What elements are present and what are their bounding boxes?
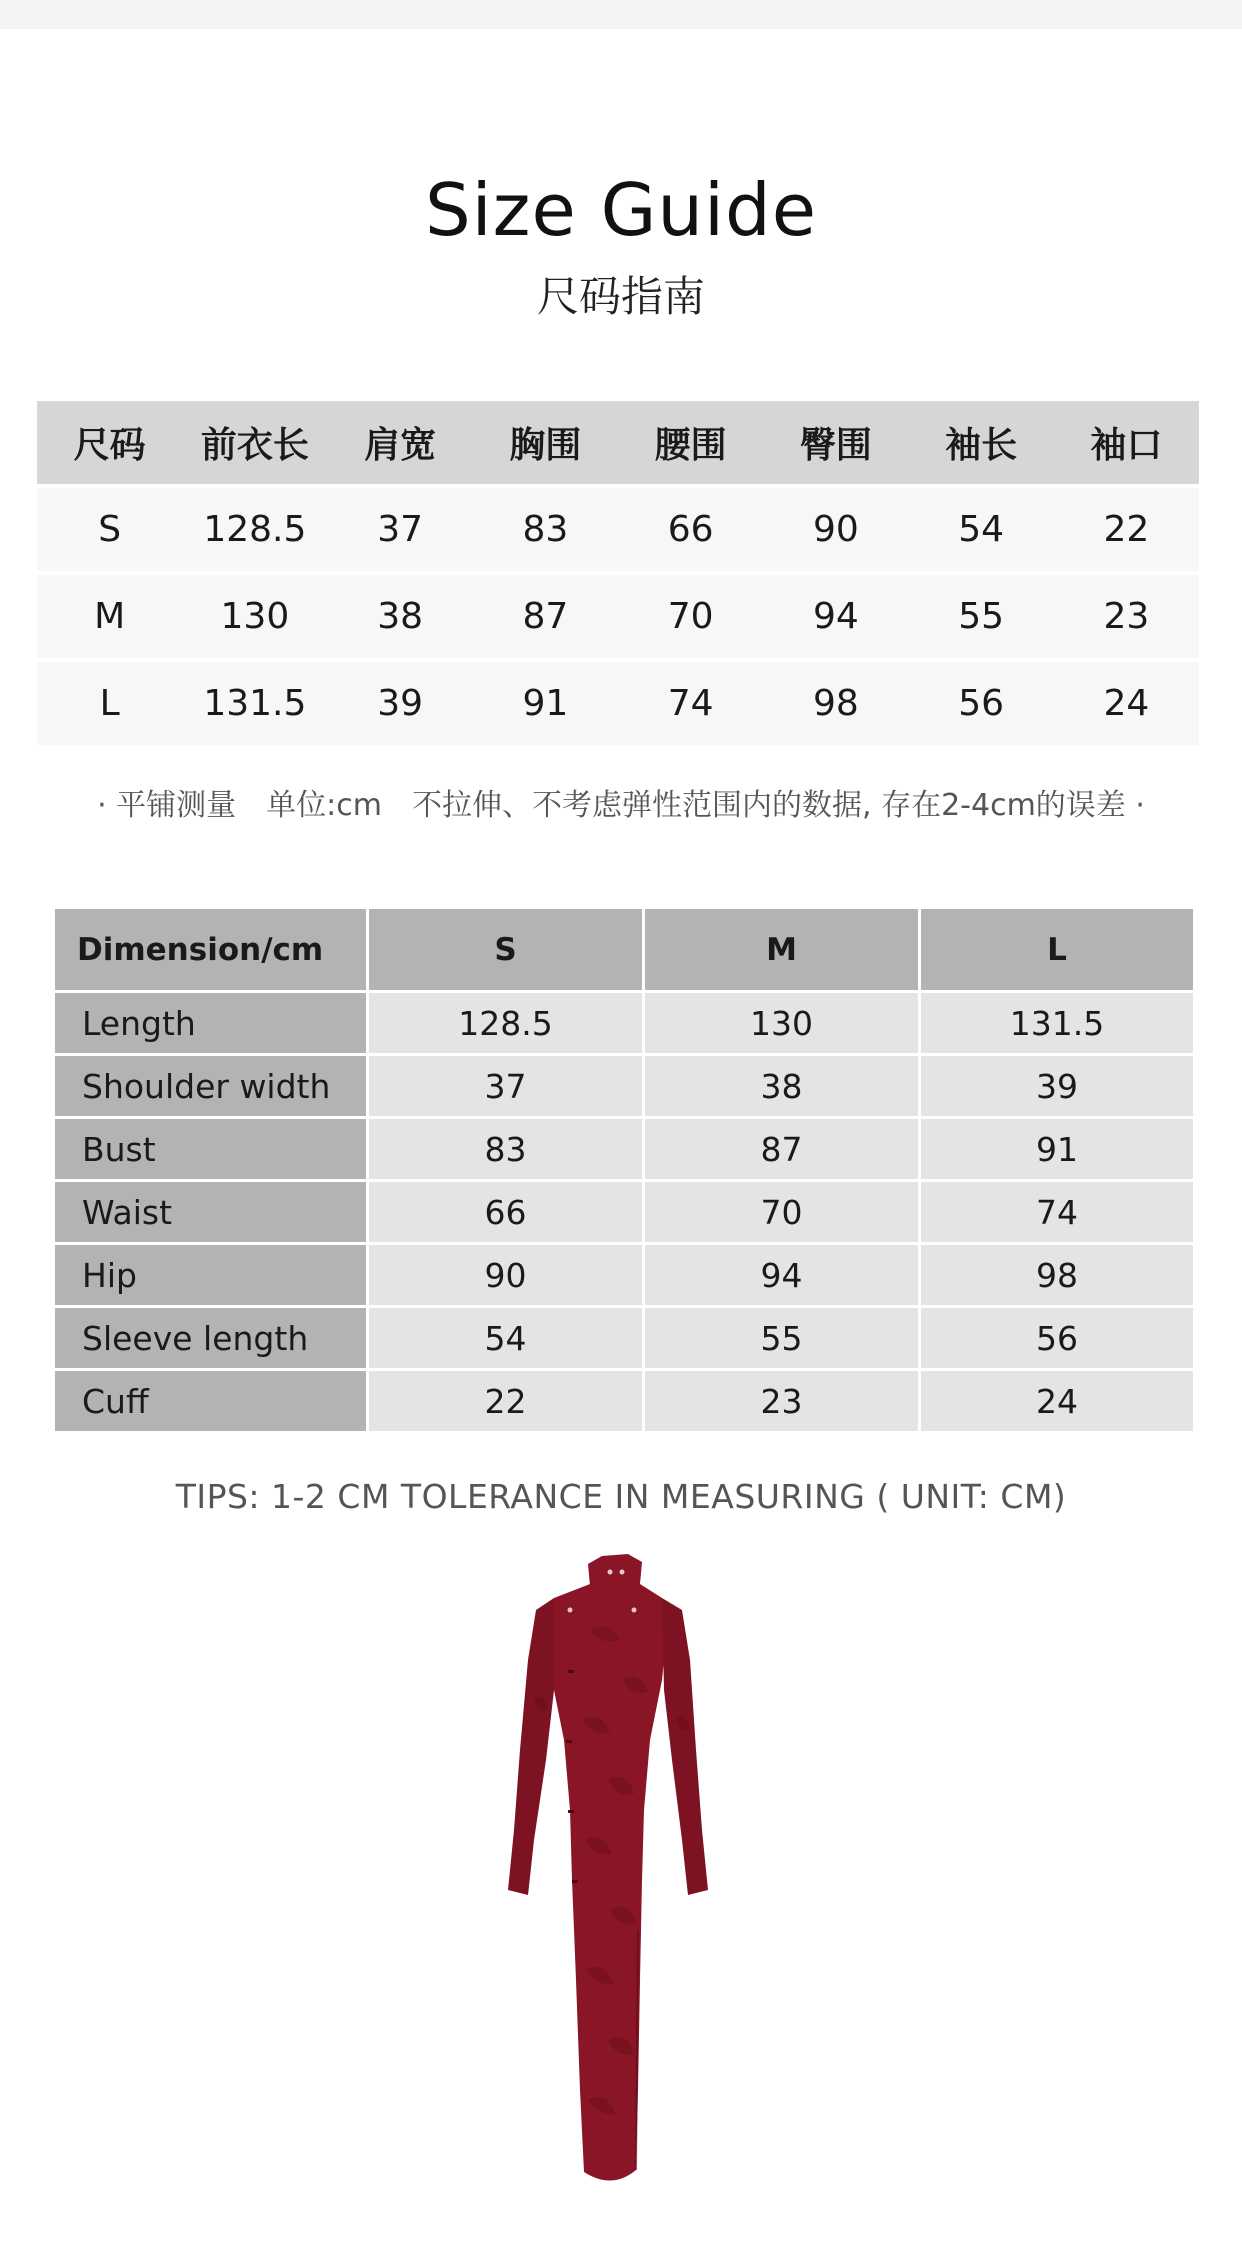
table-cell: 66 (369, 1182, 642, 1242)
table-cell: 87 (522, 596, 569, 637)
table-cell: 130 (645, 993, 918, 1053)
en-dimension-table (55, 909, 1193, 1434)
en-header-l: L (921, 909, 1193, 990)
dress-body (546, 1584, 668, 2181)
table-cell: 37 (377, 509, 424, 550)
row-label: Sleeve length (55, 1308, 366, 1368)
table-cell: M (94, 596, 126, 637)
table-cell: 131.5 (921, 993, 1193, 1053)
table-row (55, 1245, 1193, 1305)
table-row (55, 1119, 1193, 1179)
table-cell: S (98, 509, 122, 550)
table-row (37, 488, 1199, 571)
tolerance-tips: TIPS: 1-2 CM TOLERANCE IN MEASURING ( UNIT: CM) (175, 1477, 1067, 1516)
table-cell: 23 (645, 1371, 918, 1431)
en-header-s: S (369, 909, 642, 990)
table-cell: 90 (369, 1245, 642, 1305)
table-cell: 83 (369, 1119, 642, 1179)
table-cell: 128.5 (369, 993, 642, 1053)
table-cell: 66 (667, 509, 714, 550)
cn-header-size: 尺码 (73, 425, 146, 466)
row-label: Shoulder width (55, 1056, 366, 1116)
table-cell: 70 (667, 596, 714, 637)
cn-header-bust: 胸围 (509, 425, 582, 466)
cn-header-length: 前衣长 (200, 425, 309, 466)
table-cell: 37 (369, 1056, 642, 1116)
row-label: Waist (55, 1182, 366, 1242)
table-row (55, 993, 1193, 1053)
dress-right-sleeve (662, 1598, 708, 1895)
top-strip (0, 0, 1242, 29)
row-label: Cuff (55, 1371, 366, 1431)
table-row (37, 575, 1199, 658)
cn-header-hip: 臀围 (799, 425, 872, 466)
table-cell: 23 (1103, 596, 1150, 637)
table-cell: 98 (812, 683, 859, 724)
table-cell: L (99, 683, 120, 724)
dress-left-sleeve (508, 1598, 554, 1895)
table-cell: 38 (645, 1056, 918, 1116)
row-label: Hip (55, 1245, 366, 1305)
table-cell: 38 (377, 596, 424, 637)
table-cell: 83 (522, 509, 569, 550)
table-row (55, 1056, 1193, 1116)
cn-header-waist: 腰围 (654, 425, 727, 466)
en-header-dimension: Dimension/cm (55, 909, 366, 990)
table-cell: 74 (667, 683, 714, 724)
page-subtitle: 尺码指南 (536, 272, 705, 321)
table-cell: 55 (958, 596, 1005, 637)
table-row (37, 662, 1199, 745)
cn-size-table (37, 401, 1199, 749)
en-header-m: M (645, 909, 918, 990)
table-cell: 91 (522, 683, 569, 724)
table-cell: 87 (645, 1119, 918, 1179)
table-cell: 94 (812, 596, 859, 637)
table-row (55, 1182, 1193, 1242)
table-cell: 98 (921, 1245, 1193, 1305)
table-cell: 90 (812, 509, 859, 550)
en-table-header (55, 909, 1193, 990)
cn-table-header (37, 401, 1199, 484)
row-label: Length (55, 993, 366, 1053)
cn-header-cuff: 袖口 (1090, 425, 1163, 466)
cn-header-shoulder: 肩宽 (364, 425, 437, 466)
table-cell: 24 (921, 1371, 1193, 1431)
cn-header-sleeve: 袖长 (945, 425, 1018, 466)
table-cell: 91 (921, 1119, 1193, 1179)
table-cell: 56 (921, 1308, 1193, 1368)
page-title: Size Guide (424, 168, 818, 252)
table-cell: 39 (921, 1056, 1193, 1116)
qipao-dress-image (490, 1550, 730, 2200)
table-cell: 24 (1103, 683, 1150, 724)
table-cell: 54 (958, 509, 1005, 550)
table-cell: 22 (1103, 509, 1150, 550)
table-cell: 54 (369, 1308, 642, 1368)
row-label: Bust (55, 1119, 366, 1179)
table-cell: 94 (645, 1245, 918, 1305)
table-cell: 74 (921, 1182, 1193, 1242)
table-row (55, 1308, 1193, 1368)
table-cell: 128.5 (203, 509, 307, 550)
table-cell: 56 (958, 683, 1005, 724)
dress-collar (588, 1554, 642, 1586)
table-cell: 70 (645, 1182, 918, 1242)
table-cell: 130 (220, 596, 290, 637)
table-cell: 22 (369, 1371, 642, 1431)
table-row (55, 1371, 1193, 1431)
table-cell: 39 (377, 683, 424, 724)
measurement-note: · 平铺测量 单位:cm 不拉伸、不考虑弹性范围内的数据, 存在2-4cm的误差 · (97, 788, 1145, 823)
table-cell: 55 (645, 1308, 918, 1368)
table-cell: 131.5 (203, 683, 307, 724)
